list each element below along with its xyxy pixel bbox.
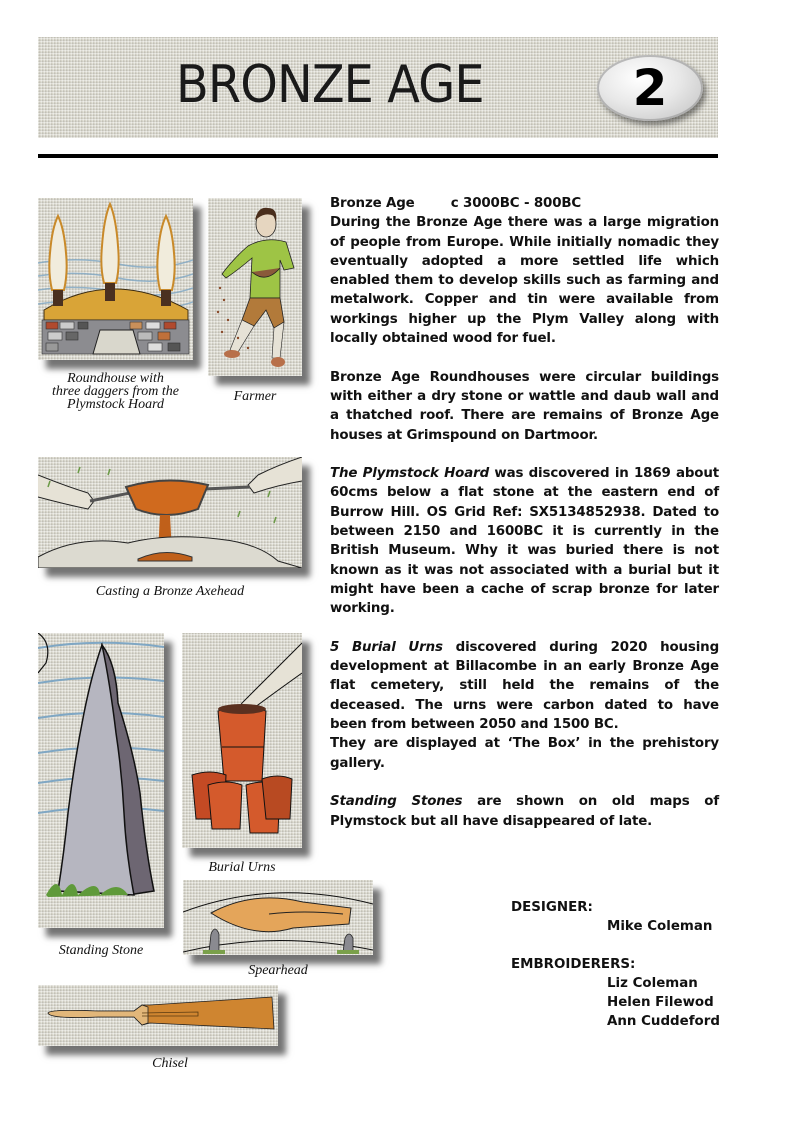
standing-stone-image [38,633,164,928]
caption-burial-urns [182,861,302,874]
caption-line: Farmer [233,389,277,404]
caption-line: Spearhead [248,963,308,978]
page-title: BRONZE AGE [176,55,484,115]
caption-line: Chisel [152,1056,188,1071]
period-heading [330,194,719,213]
hoard-text: was discovered in 1869 about 60cms below a flat stone at the eastern end of Burrow Hill. OS Grid Ref: SX5134852938. Dated to between 2150 and 1600BC it is currently in the British Museum. Why it was buried there is not known as it was not associated with a burial but it might have been a cache of scrap bronze for later working. [330,466,719,617]
chapter-badge [597,55,703,121]
chapter-number: 2 [632,59,668,117]
burial-urns-image [182,633,302,848]
chisel-image [38,985,278,1046]
caption-line: Standing Stone [58,943,144,958]
roundhouses-paragraph: Bronze Age Roundhouses were circular buildings with either a dry stone or wattle and daub wall and a thatched roof. There are remains of Bronze Age houses at Grimspound on Dartmoor. [330,369,719,443]
casting-axehead-image [38,457,302,568]
urns-display-paragraph: They are displayed at ‘The Box’ in the prehistory gallery. [330,736,719,771]
designer-name: Mike Coleman [607,919,713,934]
caption-line: Roundhouse with [67,371,164,386]
caption-line: Plymstock Hoard [66,397,165,412]
header-rule [38,154,718,158]
embroiderer-name: Helen Filewod [607,995,714,1010]
credits [511,898,720,1031]
caption-standing-stone [38,944,164,957]
caption-farmer [208,390,302,403]
caption-roundhouse [38,372,193,411]
stones-text: are shown on old maps of Plymstock but all have disappeared of late. [330,794,719,829]
caption-line: Casting a Bronze Axehead [95,584,245,599]
embroiderer-name: Ann Cuddeford [607,1014,720,1029]
period-dates: c 3000BC - 800BC [450,196,582,211]
stones-paragraph [330,792,719,831]
urns-title: 5 Burial Urns [330,639,443,655]
urns-text: discovered during 2020 housing development at Billacombe in an early Bronze Age flat cemetery, still held the remains of the deceased. The urns were carbon dated to have been from between 2050 and 1500 BC. [330,639,719,733]
farmer-image [208,198,302,376]
caption-spearhead [183,964,373,977]
caption-line: Burial Urns [208,860,276,875]
designer-label: DESIGNER: [511,900,593,915]
hoard-title: The Plymstock Hoard [330,466,490,482]
caption-line: three daggers from the [52,384,179,399]
body-text [330,194,719,850]
intro-paragraph: During the Bronze Age there was a large migration of people from Europe. While initially nomadic they eventually adopted a more settled life which enabled them to develop skills such as farming and metalwork. Copper and tin were available from workings higher up the Plym Valley along with locally obtained wood for fuel. [330,215,719,347]
caption-casting [38,585,302,598]
caption-chisel [38,1057,302,1070]
period-label: Bronze Age [330,196,415,211]
stones-title: Standing Stones [330,794,463,810]
urns-paragraph [330,638,719,734]
embroiderer-name: Liz Coleman [607,976,698,991]
hoard-paragraph [330,464,719,618]
spearhead-image [183,880,373,955]
roundhouse-daggers-image [38,198,193,360]
header-banner [38,37,718,138]
embroiderers-label: EMBROIDERERS: [511,957,636,972]
